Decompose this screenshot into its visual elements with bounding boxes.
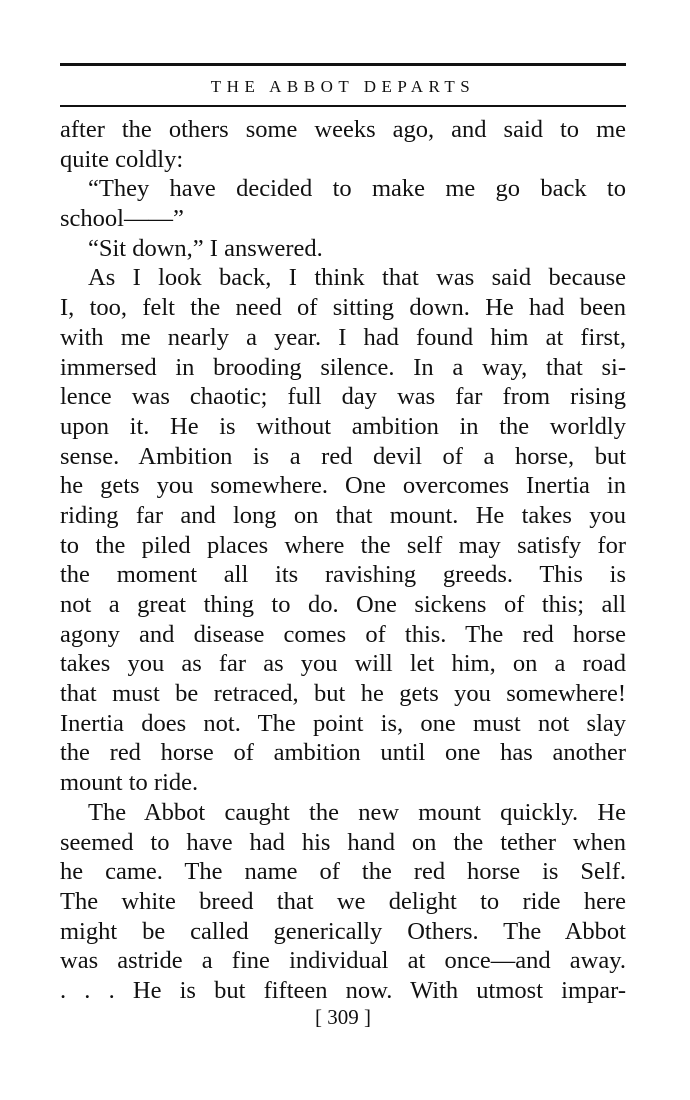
header-bottom-rule [60,105,626,107]
text-line: he gets you somewhere. One overcomes Inertia in [60,472,626,500]
text-line: was astride a fine individual at once—and away. [60,947,626,975]
text-line: the moment all its ravishing greeds. This is [60,561,626,589]
text-line: lence was chaotic; full day was far from rising [60,383,626,411]
text-line: school——” [60,205,184,233]
text-line: mount to ride. [60,769,199,797]
text-line: Inertia does not. The point is, one must not slay [60,709,626,737]
text-line: seemed to have had his hand on the tether when [60,828,626,856]
text-line: after the others some weeks ago, and said to me [60,116,626,143]
book-page [60,0,626,1100]
text-line: The Abbot caught the new mount quickly. He [88,798,626,826]
text-line: The white breed that we delight to ride here [60,887,626,915]
header-top-rule [60,63,626,66]
text-line: that must be retraced, but he gets you somewhere! [60,680,626,708]
running-head: THE ABBOT DEPARTS [210,77,476,96]
text-line: to the piled places where the self may satisfy for [60,531,626,559]
text-line: with me nearly a year. I had found him at first, [60,323,626,351]
text-line: not a great thing to do. One sickens of this; all [60,591,626,618]
text-line: the red horse of ambition until one has another [60,739,626,767]
body-text [60,115,626,1006]
page-number: [ 309 ] [315,1005,371,1029]
text-line: As I look back, I think that was said because [88,264,626,292]
text-line: riding far and long on that mount. He takes you [60,501,626,529]
text-line: upon it. He is without ambition in the worldly [60,412,626,440]
text-line: he came. The name of the red horse is Self. [60,858,626,886]
text-line: sense. Ambition is a red devil of a horse, but [60,442,626,470]
text-line: might be called generically Others. The Abbot [60,917,626,945]
text-line: immersed in brooding silence. In a way, that si- [60,353,626,381]
text-line: agony and disease comes of this. The red horse [60,620,626,648]
text-line: quite coldly: [60,145,184,173]
text-line: “They have decided to make me go back to [88,175,626,203]
text-line: takes you as far as you will let him, on a road [60,650,626,678]
text-line: . . . He is but fifteen now. With utmost impar- [60,976,626,1004]
text-line: “Sit down,” I answered. [88,234,323,262]
text-line: I, too, felt the need of sitting down. He had been [60,294,626,322]
